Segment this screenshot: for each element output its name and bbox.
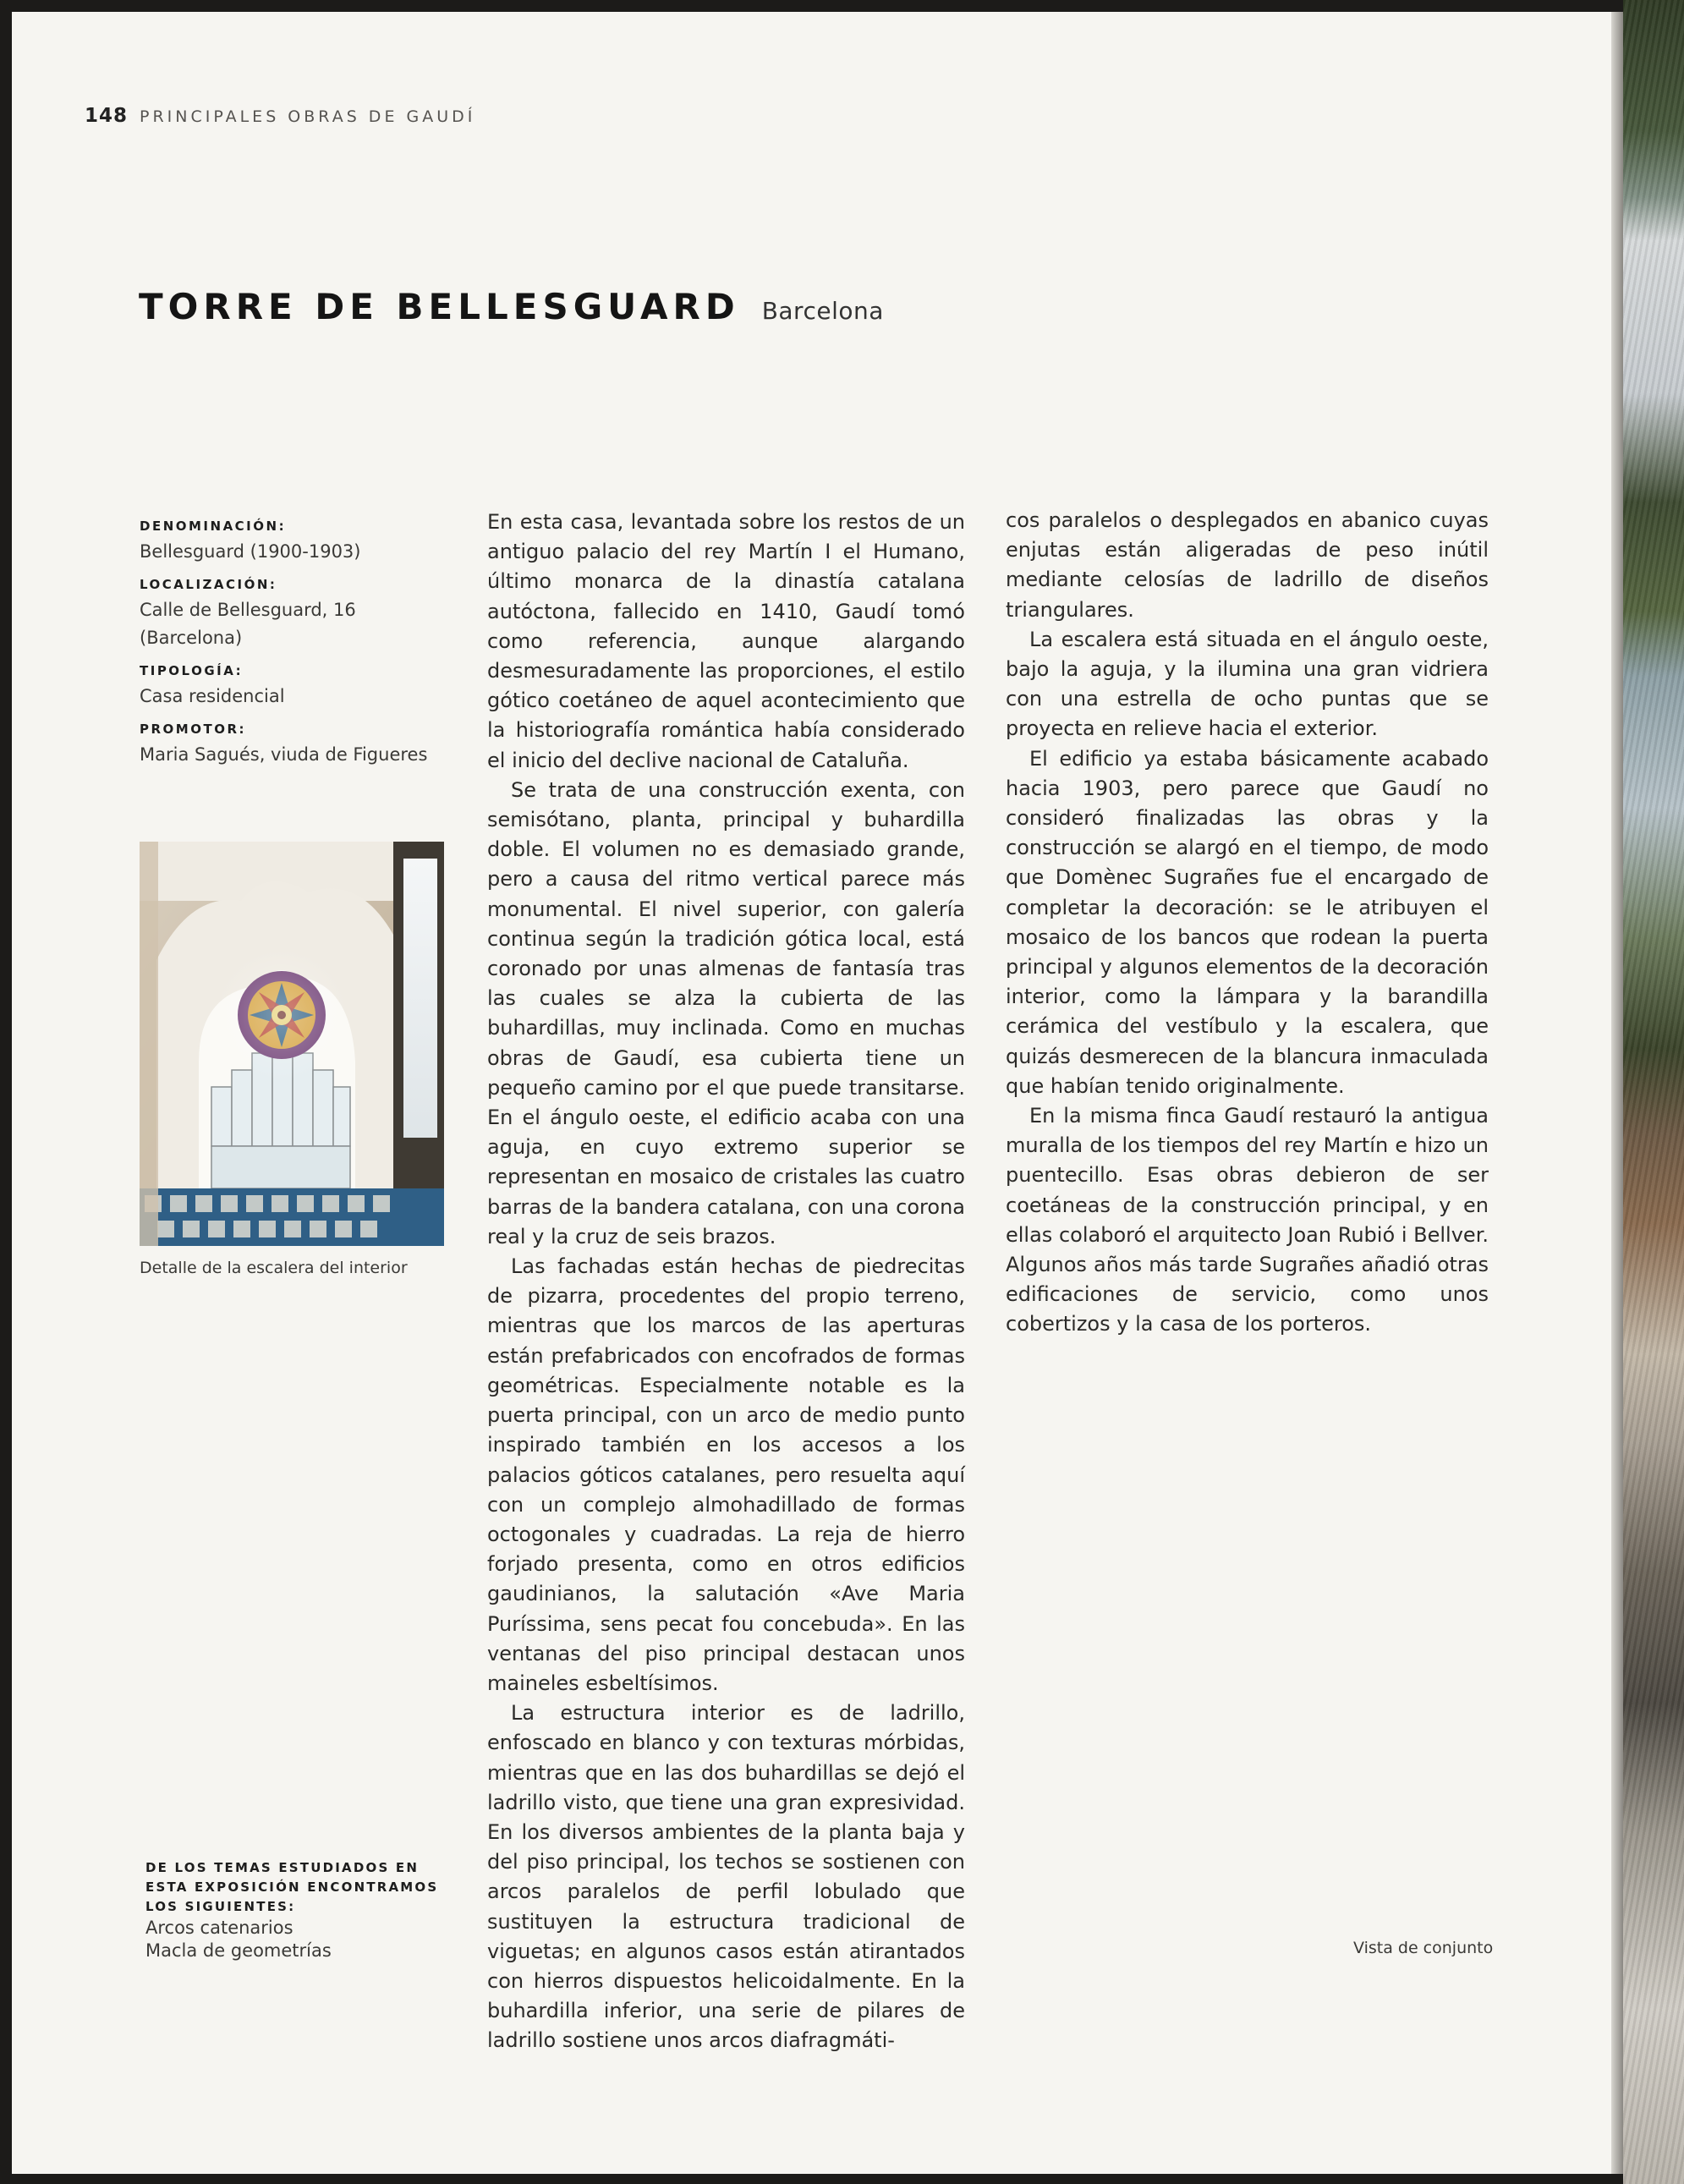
themes-heading: DE LOS TEMAS ESTUDIADOS EN ESTA EXPOSICIÓN ENCONTRAMOS LOS SIGUIENTES:	[145, 1860, 439, 1914]
themes-box	[145, 1858, 450, 1962]
paragraph: Se trata de una construcción exenta, con semisótano, planta, principal y buhardilla doble. El volumen no es demasiado grande, pero a causa del ritmo vertical parece más monumental. El nivel superior, con galería continua según la tradición gótica local, está coronado por unas almenas de fantasía tras las cuales se alza la cubierta de las buhardillas, muy inclinada. Como en muchas obras de Gaudí, esa cubierta tiene un pequeño camino por el que puede transitarse. En el ángulo oeste, el edificio acaba con una aguja, en cuyo extremo superior se representan en mosaico de cristales las cuatro barras de la bandera catalana, con una corona real y la cruz de seis brazos.	[487, 777, 965, 1248]
fact-value-promotor: Maria Sagués, viuda de Figueres	[140, 744, 428, 765]
paragraph: En la misma finca Gaudí restauró la antigua muralla de los tiempos del rey Martín e hizo un puentecillo. Esas obras debieron de ser coetáneas de la construcción principal, y en ellas colaboró el arquitecto Joan Rubió i Bellver. Algunos años más tarde Sugrañes añadió otras edificaciones de servicio, como unos cobertizos y la casa de los porteros.	[1006, 1104, 1489, 1336]
theme-item: Macla de geometrías	[145, 1940, 332, 1961]
page-number: 148	[85, 105, 129, 127]
body-column-2	[1006, 506, 1489, 1340]
paragraph: El edificio ya estaba básicamente acabado hacia 1903, pero parece que Gaudí no consideró finalizadas las obras y la construcción se alargó en el tiempo, de modo que Domènec Sugrañes fue el encargado de completar la decoración: se le atribuyen el mosaico de los bancos que rodean la puerta principal y algunos elementos de la decoración interior, como la lámpara y la barandilla cerámica del vestíbulo y la escalera, que quizás desmerecen de la blancura inmaculada que habían tenido originalmente.	[1006, 746, 1489, 1098]
paragraph: Las fachadas están hechas de piedrecitas de pizarra, procedentes del propio terreno, mientras que los marcos de las aperturas están prefabricados con encofrados de formas geométricas. Especialmente notable es la puerta principal, con un arco de medio punto inspirado también en los accesos a los palacios góticos catalanes, pero resuelta aquí con un complejo almohadillado de formas octogonales y cuadradas. La reja de hierro forjado presenta, como en otros edificios gaudinianos, la salutación «Ave Maria Puríssima, sens pecat fou concebuda». En las ventanas del piso principal destacan unos maineles esbeltísimos.	[487, 1254, 965, 1695]
fact-label-denominacion: DENOMINACIÓN:	[140, 519, 287, 534]
photo-caption: Detalle de la escalera del interior	[140, 1259, 408, 1277]
article-title	[139, 286, 884, 327]
fact-label-tipologia: TIPOLOGÍA:	[140, 663, 244, 678]
fact-value-denominacion: Bellesguard (1900-1903)	[140, 541, 361, 562]
facing-page-photo-edge	[1623, 0, 1684, 2184]
fact-sheet	[140, 518, 444, 769]
fact-value-localizacion: Calle de Bellesguard, 16 (Barcelona)	[140, 600, 356, 648]
city-name: Barcelona	[761, 297, 884, 325]
overview-caption: Vista de conjunto	[1353, 1939, 1494, 1957]
running-header	[85, 105, 475, 127]
body-column-1	[487, 508, 965, 2056]
fact-label-promotor: PROMOTOR:	[140, 722, 247, 737]
paragraph: La escalera está situada en el ángulo oeste, bajo la aguja, y la ilumina una gran vidriera con una estrella de ocho puntas que se proyecta en relieve hacia el exterior.	[1006, 627, 1489, 741]
paragraph: En esta casa, levantada sobre los restos de un antiguo palacio del rey Martín I el Humano, último monarca de la dinastía catalana autóctona, fallecido en 1410, Gaudí tomó como referencia, aunque alargando desmesuradamente las proporciones, el estilo gótico coetáneo de aquel acontecimiento que la historiografía romántica había considerado el inicio del declive nacional de Cataluña.	[487, 510, 965, 772]
fact-value-tipologia: Casa residencial	[140, 686, 285, 706]
staircase-stained-glass-photo	[140, 842, 444, 1246]
section-title: PRINCIPALES OBRAS DE GAUDÍ	[140, 107, 476, 126]
paragraph: La estructura interior es de ladrillo, enfoscado en blanco y con texturas mórbidas, mientras que en las dos buhardillas se dejó el ladrillo visto, que tiene una gran expresividad. En los diversos ambientes de la planta baja y del piso principal, los techos se sostienen con arcos paralelos de perfil lobulado que sustituyen la estructura tradicional de viguetas; en algunos casos están atirantados con hierros dispuestos helicoidalmente. En la buhardilla inferior, una serie de pilares de ladrillo sostiene unos arcos diafragmáti-	[487, 1701, 965, 2053]
building-name: TORRE DE BELLESGUARD	[139, 286, 740, 327]
paragraph: cos paralelos o desplegados en abanico cuyas enjutas están aligeradas de peso inútil mediante celosías de ladrillo de diseños triangulares.	[1006, 508, 1489, 622]
fact-label-localizacion: LOCALIZACIÓN:	[140, 577, 277, 592]
stained-glass-illustration	[140, 842, 444, 1246]
theme-item: Arcos catenarios	[145, 1918, 293, 1938]
page-gutter-shadow	[1611, 12, 1623, 2174]
